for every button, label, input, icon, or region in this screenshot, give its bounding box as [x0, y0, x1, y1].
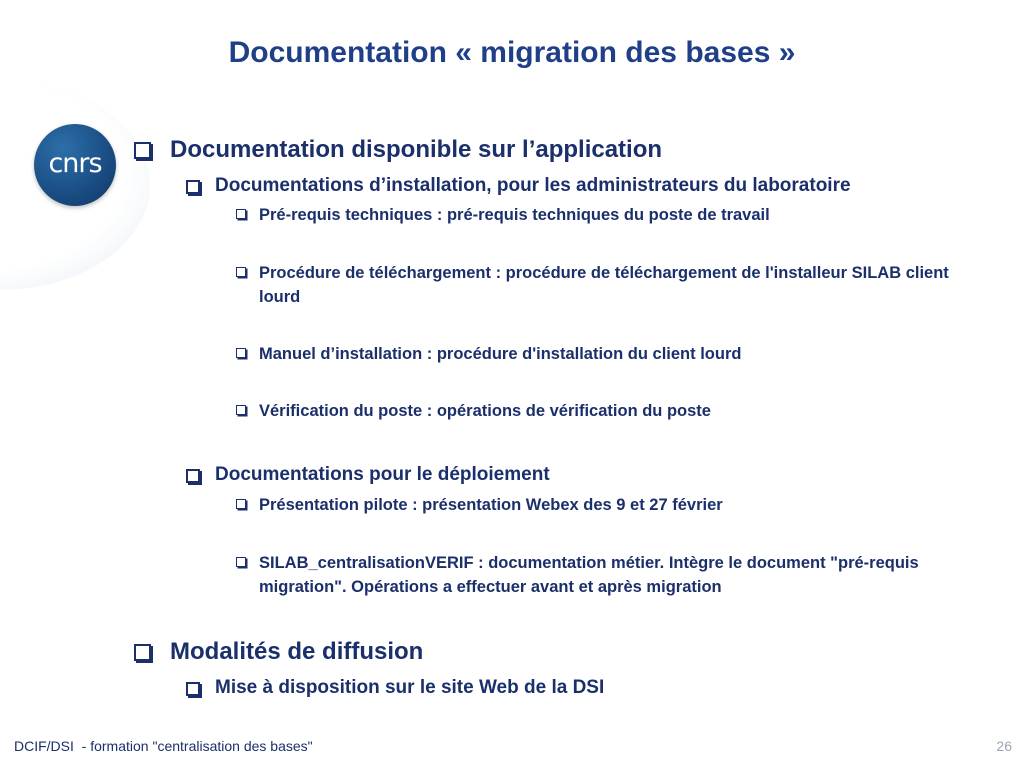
checkbox-bullet-icon	[186, 180, 200, 194]
checkbox-bullet-icon	[186, 682, 200, 696]
footer-caption: DCIF/DSI - formation "centralisation des bases"	[14, 738, 313, 754]
checkbox-bullet-icon	[236, 405, 246, 415]
page-number: 26	[996, 738, 1012, 754]
checkbox-bullet-icon	[236, 267, 246, 277]
checkbox-bullet-icon	[236, 209, 246, 219]
slide-title: Documentation « migration des bases »	[228, 36, 796, 69]
checkbox-bullet-icon	[236, 499, 246, 509]
checkbox-bullet-icon	[134, 142, 151, 159]
checkbox-bullet-icon	[186, 469, 200, 483]
checkbox-bullet-icon	[236, 557, 246, 567]
cnrs-logo	[34, 124, 116, 206]
checkbox-bullet-icon	[236, 348, 246, 358]
logo-text: cnrs	[48, 148, 102, 179]
checkbox-bullet-icon	[134, 644, 151, 661]
